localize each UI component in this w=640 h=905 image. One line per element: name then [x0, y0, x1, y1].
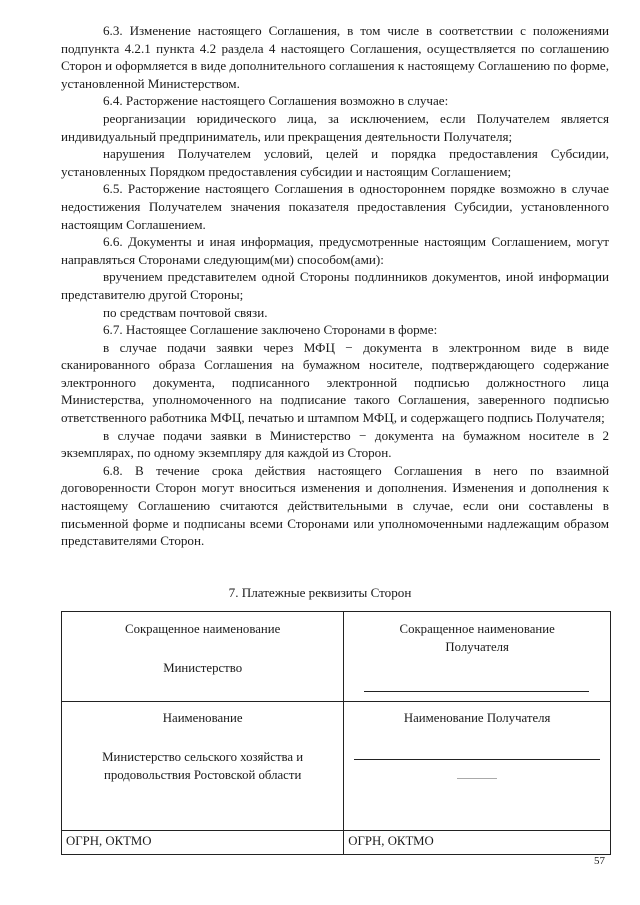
- right-codes-label: ОГРН, ОКТМО: [348, 834, 434, 848]
- name-label: Наименование: [162, 711, 243, 725]
- payment-details-table: [61, 611, 611, 855]
- name-value-line1: Министерство сельского хозяйства и: [102, 750, 304, 764]
- paragraph-6-7: 6.7. Настоящее Соглашение заключено Сторонами в форме:: [103, 322, 438, 338]
- recipient-name-blank-line: [354, 759, 600, 760]
- short-name-label: Сокращенное наименование: [125, 622, 281, 636]
- paragraph-6-7-ministry: в случае подачи заявки в Министерство − документа на бумажном носителе в 2 экземплярах, по одному экземпляру для каждой из Сторон.: [61, 427, 609, 461]
- table-cell: [62, 702, 344, 831]
- table-cell: [344, 702, 611, 831]
- paragraph-6-7-mfc: в случае подачи заявки через МФЦ − документа в электронном виде в виде сканированного образа Соглашения на бумажном носителе, подтверждающего содержание электронного документа, подписанного электронной подписью должностного лица Министерства, уполномоченного на подписание такого Соглашения, заверенного подписью ответственного работника МФЦ, печатью и штампом МФЦ, и содержащего подпись Получателя;: [61, 339, 609, 426]
- paragraph-6-6-mail: по средствам почтовой связи.: [103, 304, 268, 320]
- short-name-value: Министерство: [163, 661, 243, 675]
- left-codes-label: ОГРН, ОКТМО: [66, 834, 152, 848]
- table-cell: [62, 612, 344, 702]
- name-value-line2: продовольствия Ростовской области: [104, 768, 302, 782]
- recipient-name-short-line: [457, 778, 497, 779]
- paragraph-6-3: 6.3. Изменение настоящего Соглашения, в том числе в соответствии с положениями подпункта 4.2.1 пункта 4.2 раздела 4 настоящего Соглашения, осуществляется по соглашению Сторон и оформляется в виде дополнительного соглашения к настоящему Соглашению по форме, установленной Министерством.: [61, 23, 609, 91]
- recipient-short-name-label-line1: Сокращенное наименование: [399, 622, 555, 636]
- paragraph-6-4: 6.4. Расторжение настоящего Соглашения возможно в случае:: [103, 93, 449, 109]
- paragraph-6-5: 6.5. Расторжение настоящего Соглашения в одностороннем порядке возможно в случае недостижения Получателем значения показателя предоставления Субсидии, установленного настоящим Соглашением.: [61, 181, 609, 232]
- paragraph-6-6-delivery: вручением представителем одной Стороны подлинников документов, иной информации представителю другой Стороны;: [61, 269, 609, 302]
- recipient-name-label: Наименование Получателя: [403, 711, 551, 725]
- table-cell: [344, 612, 611, 702]
- table-row: [62, 612, 611, 702]
- paragraph-6-8: 6.8. В течение срока действия настоящего Соглашения в него по взаимной договоренности Сторон могут вноситься изменения и дополнения. Изменения и дополнения к настоящему Соглашению считаются действительными в случае, если они составлены в письменной форме и подписаны всеми Сторонами или уполномоченными надлежащим образом представителями Сторон.: [61, 462, 609, 549]
- recipient-short-name-label-line2: Получателя: [445, 640, 509, 654]
- agreement-body: [61, 22, 609, 550]
- paragraph-6-6: 6.6. Документы и иная информация, предусмотренные настоящим Соглашением, могут направляться Сторонами следующим(ми) способом(ами):: [61, 234, 609, 267]
- section-heading: 7. Платежные реквизиты Сторон: [228, 585, 412, 600]
- recipient-short-name-blank-line: [364, 691, 589, 692]
- paragraph-6-4-violation: нарушения Получателем условий, целей и порядка предоставления Субсидии, установленных Порядком предоставления субсидии и настоящим Соглашением;: [61, 146, 609, 179]
- table-row: [62, 702, 611, 831]
- table-cell: [62, 831, 344, 855]
- paragraph-6-4-reorganization: реорганизации юридического лица, за исключением, если Получателем является индивидуальный предприниматель, или прекращения деятельности Получателя;: [61, 110, 609, 144]
- table-row: [62, 831, 611, 855]
- page-number: 57: [594, 855, 605, 867]
- table-cell: [344, 831, 611, 855]
